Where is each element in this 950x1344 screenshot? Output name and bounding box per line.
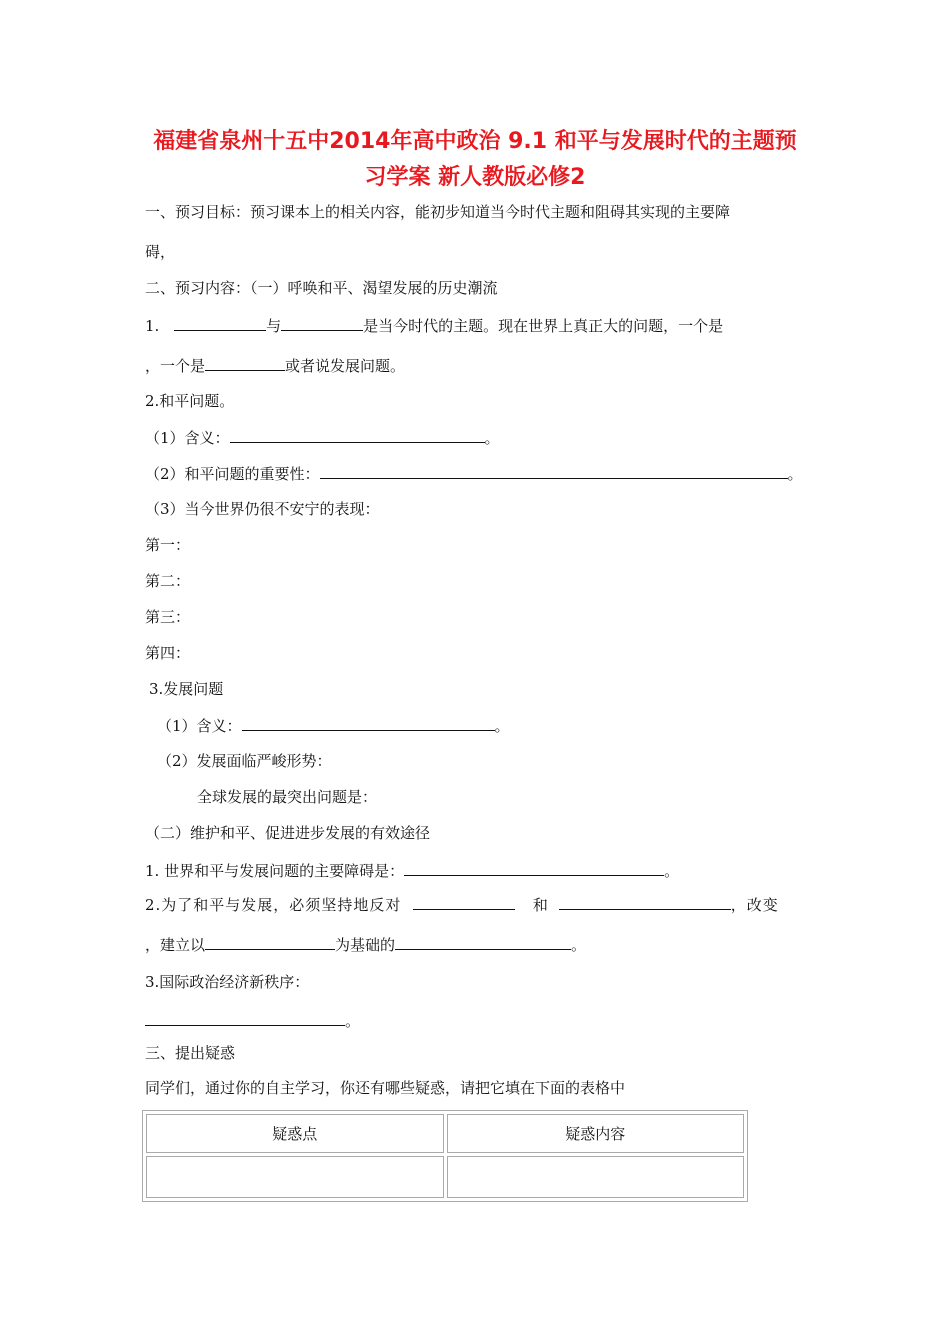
unrest-second: 第二： — [145, 572, 191, 590]
development-meaning: （1）含义： 。 — [157, 717, 510, 735]
preview-goal-text: 一、预习目标：预习课本上的相关内容，能初步知道当今时代主题和阻碍其实现的主要障 — [145, 203, 731, 221]
blank-line[interactable] — [413, 894, 515, 910]
unrest-fourth: 第四： — [145, 644, 191, 662]
unrest-third: 第三： — [145, 608, 191, 626]
blank-line[interactable] — [320, 463, 788, 479]
blank-line[interactable] — [230, 427, 485, 443]
unrest-first: 第一： — [145, 536, 191, 554]
document-title-line2: 习学案 新人教版必修2 — [364, 165, 586, 190]
table-cell[interactable] — [146, 1156, 444, 1198]
blank-line[interactable] — [281, 315, 363, 331]
preview-content-heading: 二、预习内容：（一）呼唤和平、渴望发展的历史潮流 — [145, 279, 498, 297]
table-header-cell: 疑惑点 — [146, 1114, 444, 1153]
document-title-line1: 福建省泉州十五中2014年高中政治 9.1 和平与发展时代的主题预 — [153, 129, 797, 154]
blank-line[interactable] — [404, 860, 664, 876]
doubts-heading: 三、提出疑惑 — [145, 1044, 236, 1062]
development-prominent-problem: 全球发展的最突出问题是： — [197, 788, 378, 806]
development-heading: 3.发展问题 — [149, 680, 224, 698]
new-order-answer: 。 — [145, 1010, 360, 1031]
preview-goal-text-cont: 碍， — [145, 243, 176, 261]
table-header-row — [146, 1114, 744, 1153]
peace-importance: （2）和平问题的重要性： 。 — [145, 465, 803, 483]
question-1-cont: ，一个是 或者说发展问题。 — [145, 357, 406, 375]
oppose-question-cont: ，建立以 为基础的 。 — [145, 936, 587, 954]
blank-line[interactable] — [559, 894, 731, 910]
question-1: 1. 与 是当今时代的主题。现在世界上真正大的问题，一个是 — [145, 317, 724, 335]
table-header-cell: 疑惑内容 — [447, 1114, 745, 1153]
peace-meaning: （1）含义： 。 — [145, 429, 500, 447]
table-row — [146, 1156, 744, 1198]
blank-line[interactable] — [395, 934, 571, 950]
development-situation: （2）发展面临严峻形势： — [157, 752, 332, 770]
blank-line[interactable] — [242, 715, 495, 731]
new-order-question: 3.国际政治经济新秩序： — [145, 973, 310, 991]
blank-line[interactable] — [145, 1010, 345, 1026]
peace-unrest-heading: （3）当今世界仍很不安宁的表现： — [145, 500, 380, 518]
peace-question-heading: 2.和平问题。 — [145, 392, 235, 410]
obstacle-question: 1. 世界和平与发展问题的主要障碍是： 。 — [145, 862, 680, 880]
oppose-question: 2.为了和平与发展，必须坚持地反对 和 ，改变 — [145, 896, 779, 914]
doubts-intro: 同学们，通过你的自主学习，你还有哪些疑惑，请把它填在下面的表格中 — [145, 1079, 626, 1097]
doubts-table — [142, 1110, 748, 1202]
blank-line[interactable] — [174, 315, 266, 331]
blank-line[interactable] — [205, 934, 335, 950]
blank-line[interactable] — [205, 355, 285, 371]
table-cell[interactable] — [447, 1156, 745, 1198]
paths-heading: （二）维护和平、促进进步发展的有效途径 — [145, 824, 431, 842]
